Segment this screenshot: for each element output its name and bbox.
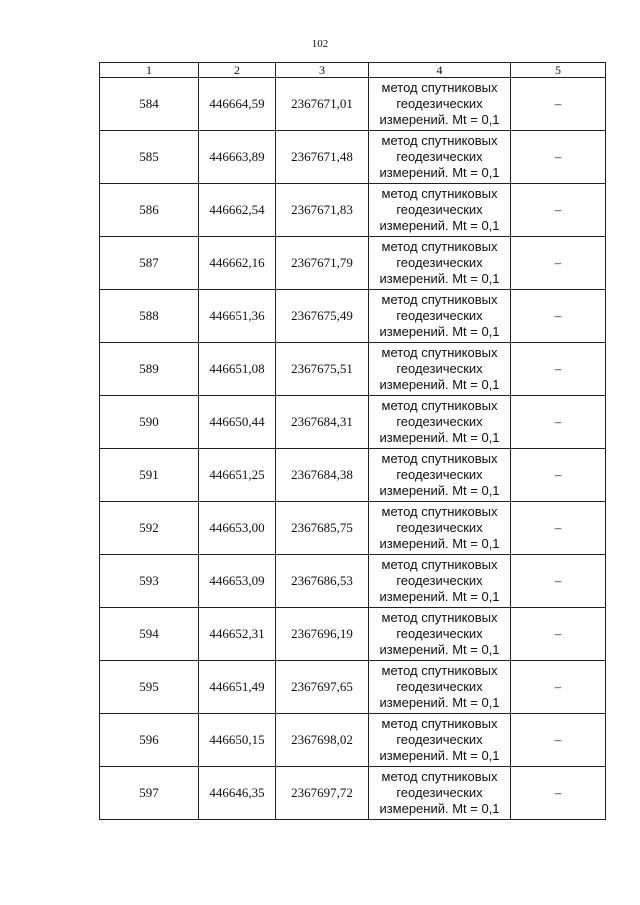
note-cell: – <box>511 661 606 714</box>
method-line: геодезических <box>396 732 483 747</box>
table-row <box>100 661 606 714</box>
x-coordinate-cell: 446663,89 <box>199 131 276 184</box>
method-cell <box>369 184 511 237</box>
x-coordinate-cell: 446653,09 <box>199 555 276 608</box>
point-number-cell: 594 <box>100 608 199 661</box>
point-number-cell: 596 <box>100 714 199 767</box>
method-line: измерений. Mt = 0,1 <box>379 112 500 127</box>
method-line: измерений. Mt = 0,1 <box>379 536 500 551</box>
note-cell: – <box>511 714 606 767</box>
method-cell <box>369 608 511 661</box>
method-line: метод спутниковых <box>381 345 498 360</box>
note-cell: – <box>511 131 606 184</box>
coordinates-table <box>99 62 606 820</box>
method-line: геодезических <box>396 785 483 800</box>
y-coordinate-cell: 2367671,79 <box>276 237 369 290</box>
method-line: измерений. Mt = 0,1 <box>379 324 500 339</box>
table-row <box>100 131 606 184</box>
method-line: измерений. Mt = 0,1 <box>379 430 500 445</box>
note-cell: – <box>511 608 606 661</box>
y-coordinate-cell: 2367671,83 <box>276 184 369 237</box>
y-coordinate-cell: 2367671,01 <box>276 78 369 131</box>
method-line: измерений. Mt = 0,1 <box>379 271 500 286</box>
page-number: 102 <box>311 38 329 50</box>
y-coordinate-cell: 2367697,72 <box>276 767 369 820</box>
method-line: геодезических <box>396 626 483 641</box>
method-line: геодезических <box>396 679 483 694</box>
method-line: измерений. Mt = 0,1 <box>379 748 500 763</box>
x-coordinate-cell: 446651,49 <box>199 661 276 714</box>
y-coordinate-cell: 2367685,75 <box>276 502 369 555</box>
x-coordinate-cell: 446653,00 <box>199 502 276 555</box>
point-number-cell: 585 <box>100 131 199 184</box>
y-coordinate-cell: 2367675,51 <box>276 343 369 396</box>
table-row <box>100 449 606 502</box>
note-cell: – <box>511 343 606 396</box>
method-line: метод спутниковых <box>381 557 498 572</box>
header-cell-5: 5 <box>511 63 606 78</box>
method-cell <box>369 449 511 502</box>
method-line: измерений. Mt = 0,1 <box>379 801 500 816</box>
note-cell: – <box>511 502 606 555</box>
method-line: геодезических <box>396 149 483 164</box>
x-coordinate-cell: 446662,54 <box>199 184 276 237</box>
method-line: метод спутниковых <box>381 398 498 413</box>
method-line: измерений. Mt = 0,1 <box>379 589 500 604</box>
method-line: метод спутниковых <box>381 769 498 784</box>
note-cell: – <box>511 290 606 343</box>
point-number-cell: 588 <box>100 290 199 343</box>
point-number-cell: 593 <box>100 555 199 608</box>
y-coordinate-cell: 2367697,65 <box>276 661 369 714</box>
y-coordinate-cell: 2367686,53 <box>276 555 369 608</box>
method-line: геодезических <box>396 308 483 323</box>
method-line: метод спутниковых <box>381 451 498 466</box>
table-row <box>100 502 606 555</box>
note-cell: – <box>511 237 606 290</box>
method-cell <box>369 767 511 820</box>
method-cell <box>369 502 511 555</box>
table-row <box>100 767 606 820</box>
x-coordinate-cell: 446651,08 <box>199 343 276 396</box>
method-line: метод спутниковых <box>381 292 498 307</box>
method-line: метод спутниковых <box>381 716 498 731</box>
x-coordinate-cell: 446651,25 <box>199 449 276 502</box>
y-coordinate-cell: 2367684,31 <box>276 396 369 449</box>
method-line: измерений. Mt = 0,1 <box>379 377 500 392</box>
table-row <box>100 343 606 396</box>
table-row <box>100 184 606 237</box>
table-row <box>100 78 606 131</box>
note-cell: – <box>511 767 606 820</box>
point-number-cell: 597 <box>100 767 199 820</box>
method-cell <box>369 131 511 184</box>
method-line: геодезических <box>396 520 483 535</box>
method-line: геодезических <box>396 414 483 429</box>
x-coordinate-cell: 446650,44 <box>199 396 276 449</box>
point-number-cell: 595 <box>100 661 199 714</box>
method-line: метод спутниковых <box>381 239 498 254</box>
method-cell <box>369 555 511 608</box>
method-line: метод спутниковых <box>381 133 498 148</box>
method-line: геодезических <box>396 96 483 111</box>
note-cell: – <box>511 78 606 131</box>
x-coordinate-cell: 446664,59 <box>199 78 276 131</box>
table-header-row <box>100 63 606 78</box>
note-cell: – <box>511 184 606 237</box>
method-line: геодезических <box>396 467 483 482</box>
point-number-cell: 592 <box>100 502 199 555</box>
point-number-cell: 591 <box>100 449 199 502</box>
header-cell-4: 4 <box>369 63 511 78</box>
table-row <box>100 290 606 343</box>
point-number-cell: 589 <box>100 343 199 396</box>
y-coordinate-cell: 2367684,38 <box>276 449 369 502</box>
point-number-cell: 586 <box>100 184 199 237</box>
method-cell <box>369 343 511 396</box>
point-number-cell: 590 <box>100 396 199 449</box>
note-cell: – <box>511 555 606 608</box>
method-line: измерений. Mt = 0,1 <box>379 483 500 498</box>
table-row <box>100 396 606 449</box>
x-coordinate-cell: 446662,16 <box>199 237 276 290</box>
method-cell <box>369 78 511 131</box>
y-coordinate-cell: 2367696,19 <box>276 608 369 661</box>
x-coordinate-cell: 446650,15 <box>199 714 276 767</box>
note-cell: – <box>511 396 606 449</box>
method-line: метод спутниковых <box>381 80 498 95</box>
note-cell: – <box>511 449 606 502</box>
method-cell <box>369 290 511 343</box>
method-line: геодезических <box>396 573 483 588</box>
y-coordinate-cell: 2367698,02 <box>276 714 369 767</box>
table-row <box>100 608 606 661</box>
point-number-cell: 587 <box>100 237 199 290</box>
x-coordinate-cell: 446652,31 <box>199 608 276 661</box>
method-line: метод спутниковых <box>381 186 498 201</box>
header-cell-2: 2 <box>199 63 276 78</box>
method-cell <box>369 396 511 449</box>
x-coordinate-cell: 446651,36 <box>199 290 276 343</box>
method-line: измерений. Mt = 0,1 <box>379 695 500 710</box>
table-row <box>100 714 606 767</box>
method-line: метод спутниковых <box>381 504 498 519</box>
point-number-cell: 584 <box>100 78 199 131</box>
header-cell-3: 3 <box>276 63 369 78</box>
method-line: геодезических <box>396 255 483 270</box>
method-line: измерений. Mt = 0,1 <box>379 165 500 180</box>
x-coordinate-cell: 446646,35 <box>199 767 276 820</box>
method-cell <box>369 661 511 714</box>
method-line: метод спутниковых <box>381 663 498 678</box>
method-cell <box>369 237 511 290</box>
table-row <box>100 237 606 290</box>
method-line: измерений. Mt = 0,1 <box>379 218 500 233</box>
y-coordinate-cell: 2367671,48 <box>276 131 369 184</box>
method-line: измерений. Mt = 0,1 <box>379 642 500 657</box>
method-line: геодезических <box>396 202 483 217</box>
header-cell-1: 1 <box>100 63 199 78</box>
method-cell <box>369 714 511 767</box>
method-line: метод спутниковых <box>381 610 498 625</box>
y-coordinate-cell: 2367675,49 <box>276 290 369 343</box>
table-row <box>100 555 606 608</box>
method-line: геодезических <box>396 361 483 376</box>
